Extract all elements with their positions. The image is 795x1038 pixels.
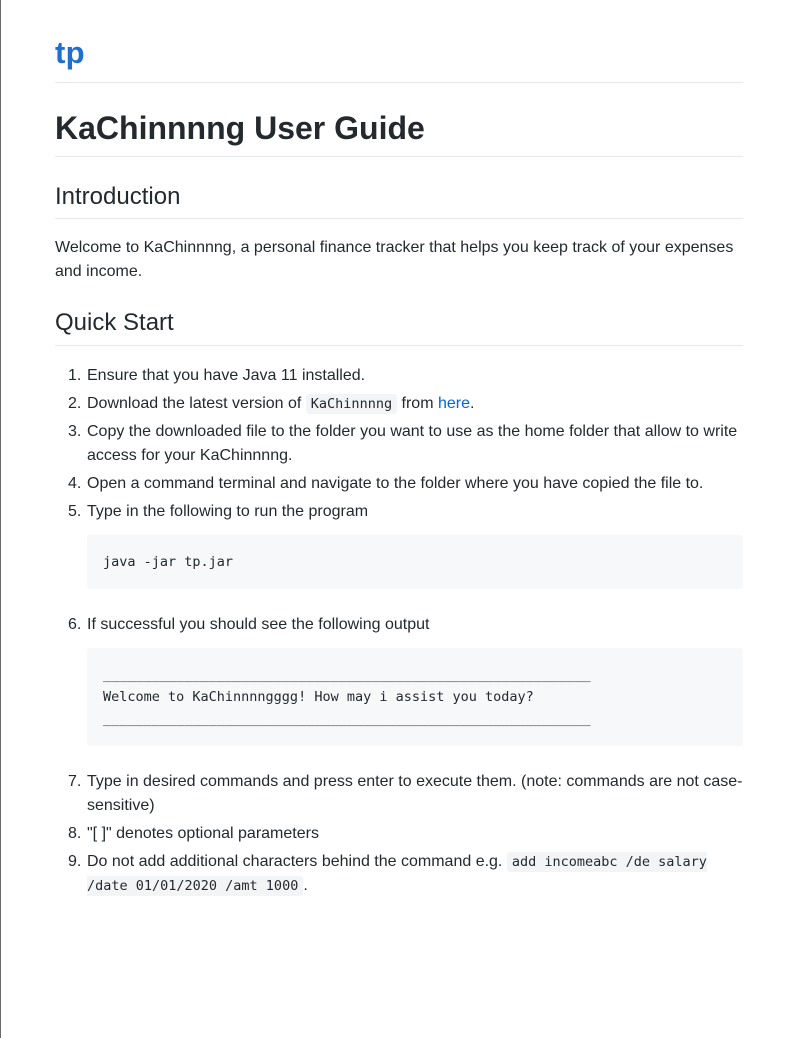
download-link[interactable]: here: [437, 395, 470, 412]
list-text: Type in the following to run the program: [87, 503, 369, 520]
output-block: [87, 648, 743, 746]
code-line: Welcome to KaChinnnngggg! How may i assist you today?: [103, 689, 534, 705]
code-block: [87, 535, 743, 589]
code-line: ____________________________________________________________: [103, 711, 591, 727]
list-item: [55, 822, 743, 846]
list-item: [55, 500, 743, 589]
list-number: 9.: [68, 853, 82, 870]
list-number: 4.: [68, 475, 82, 492]
intro-text: Welcome to KaChinnnng, a personal finance tracker that helps you keep track of your expenses and income.: [55, 239, 734, 280]
list-number: 6.: [68, 616, 82, 633]
list-text: .: [470, 395, 475, 412]
list-text: Copy the downloaded file to the folder you want to use as the home folder that allow to write access for your KaChinnnng.: [87, 423, 738, 464]
quick-start-list: [55, 364, 743, 902]
list-item: [55, 364, 743, 388]
list-text: If successful you should see the following output: [87, 616, 430, 633]
divider: [55, 82, 743, 83]
list-item: [55, 392, 743, 416]
inline-code: KaChinnnng: [306, 394, 397, 414]
list-item: [55, 770, 743, 818]
list-text: Ensure that you have Java 11 installed.: [87, 367, 366, 384]
divider: [55, 345, 743, 346]
list-number: 2.: [68, 395, 82, 412]
list-text: Download the latest version of: [87, 395, 306, 412]
list-item: [55, 850, 743, 898]
list-item: [55, 420, 743, 468]
list-text: Open a command terminal and navigate to the folder where you have copied the file to.: [87, 475, 704, 492]
inline-code: add incomeabc /de salary /date 01/01/2020 /amt 1000: [87, 854, 707, 894]
list-text: .: [303, 877, 308, 894]
site-title-link[interactable]: tp: [55, 35, 85, 70]
list-item: [55, 613, 743, 746]
list-number: 1.: [68, 367, 82, 384]
list-number: 7.: [68, 773, 82, 790]
list-text: from: [397, 395, 438, 412]
divider: [55, 156, 743, 157]
list-item: [55, 472, 743, 496]
quick-start-heading: Quick Start: [55, 309, 174, 336]
code-line: java -jar tp.jar: [103, 554, 234, 570]
list-text: Type in desired commands and press enter to execute them. (note: commands are not case-sensitive): [87, 773, 743, 814]
list-number: 8.: [68, 825, 82, 842]
page-title: KaChinnnng User Guide: [55, 110, 425, 146]
list-number: 5.: [68, 503, 82, 520]
list-number: 3.: [68, 423, 82, 440]
intro-heading: Introduction: [55, 183, 181, 210]
code-line: ____________________________________________________________: [103, 667, 591, 683]
list-text: "[ ]" denotes optional parameters: [87, 825, 319, 842]
divider: [55, 218, 743, 219]
list-text: Do not add additional characters behind the command e.g.: [87, 853, 507, 870]
